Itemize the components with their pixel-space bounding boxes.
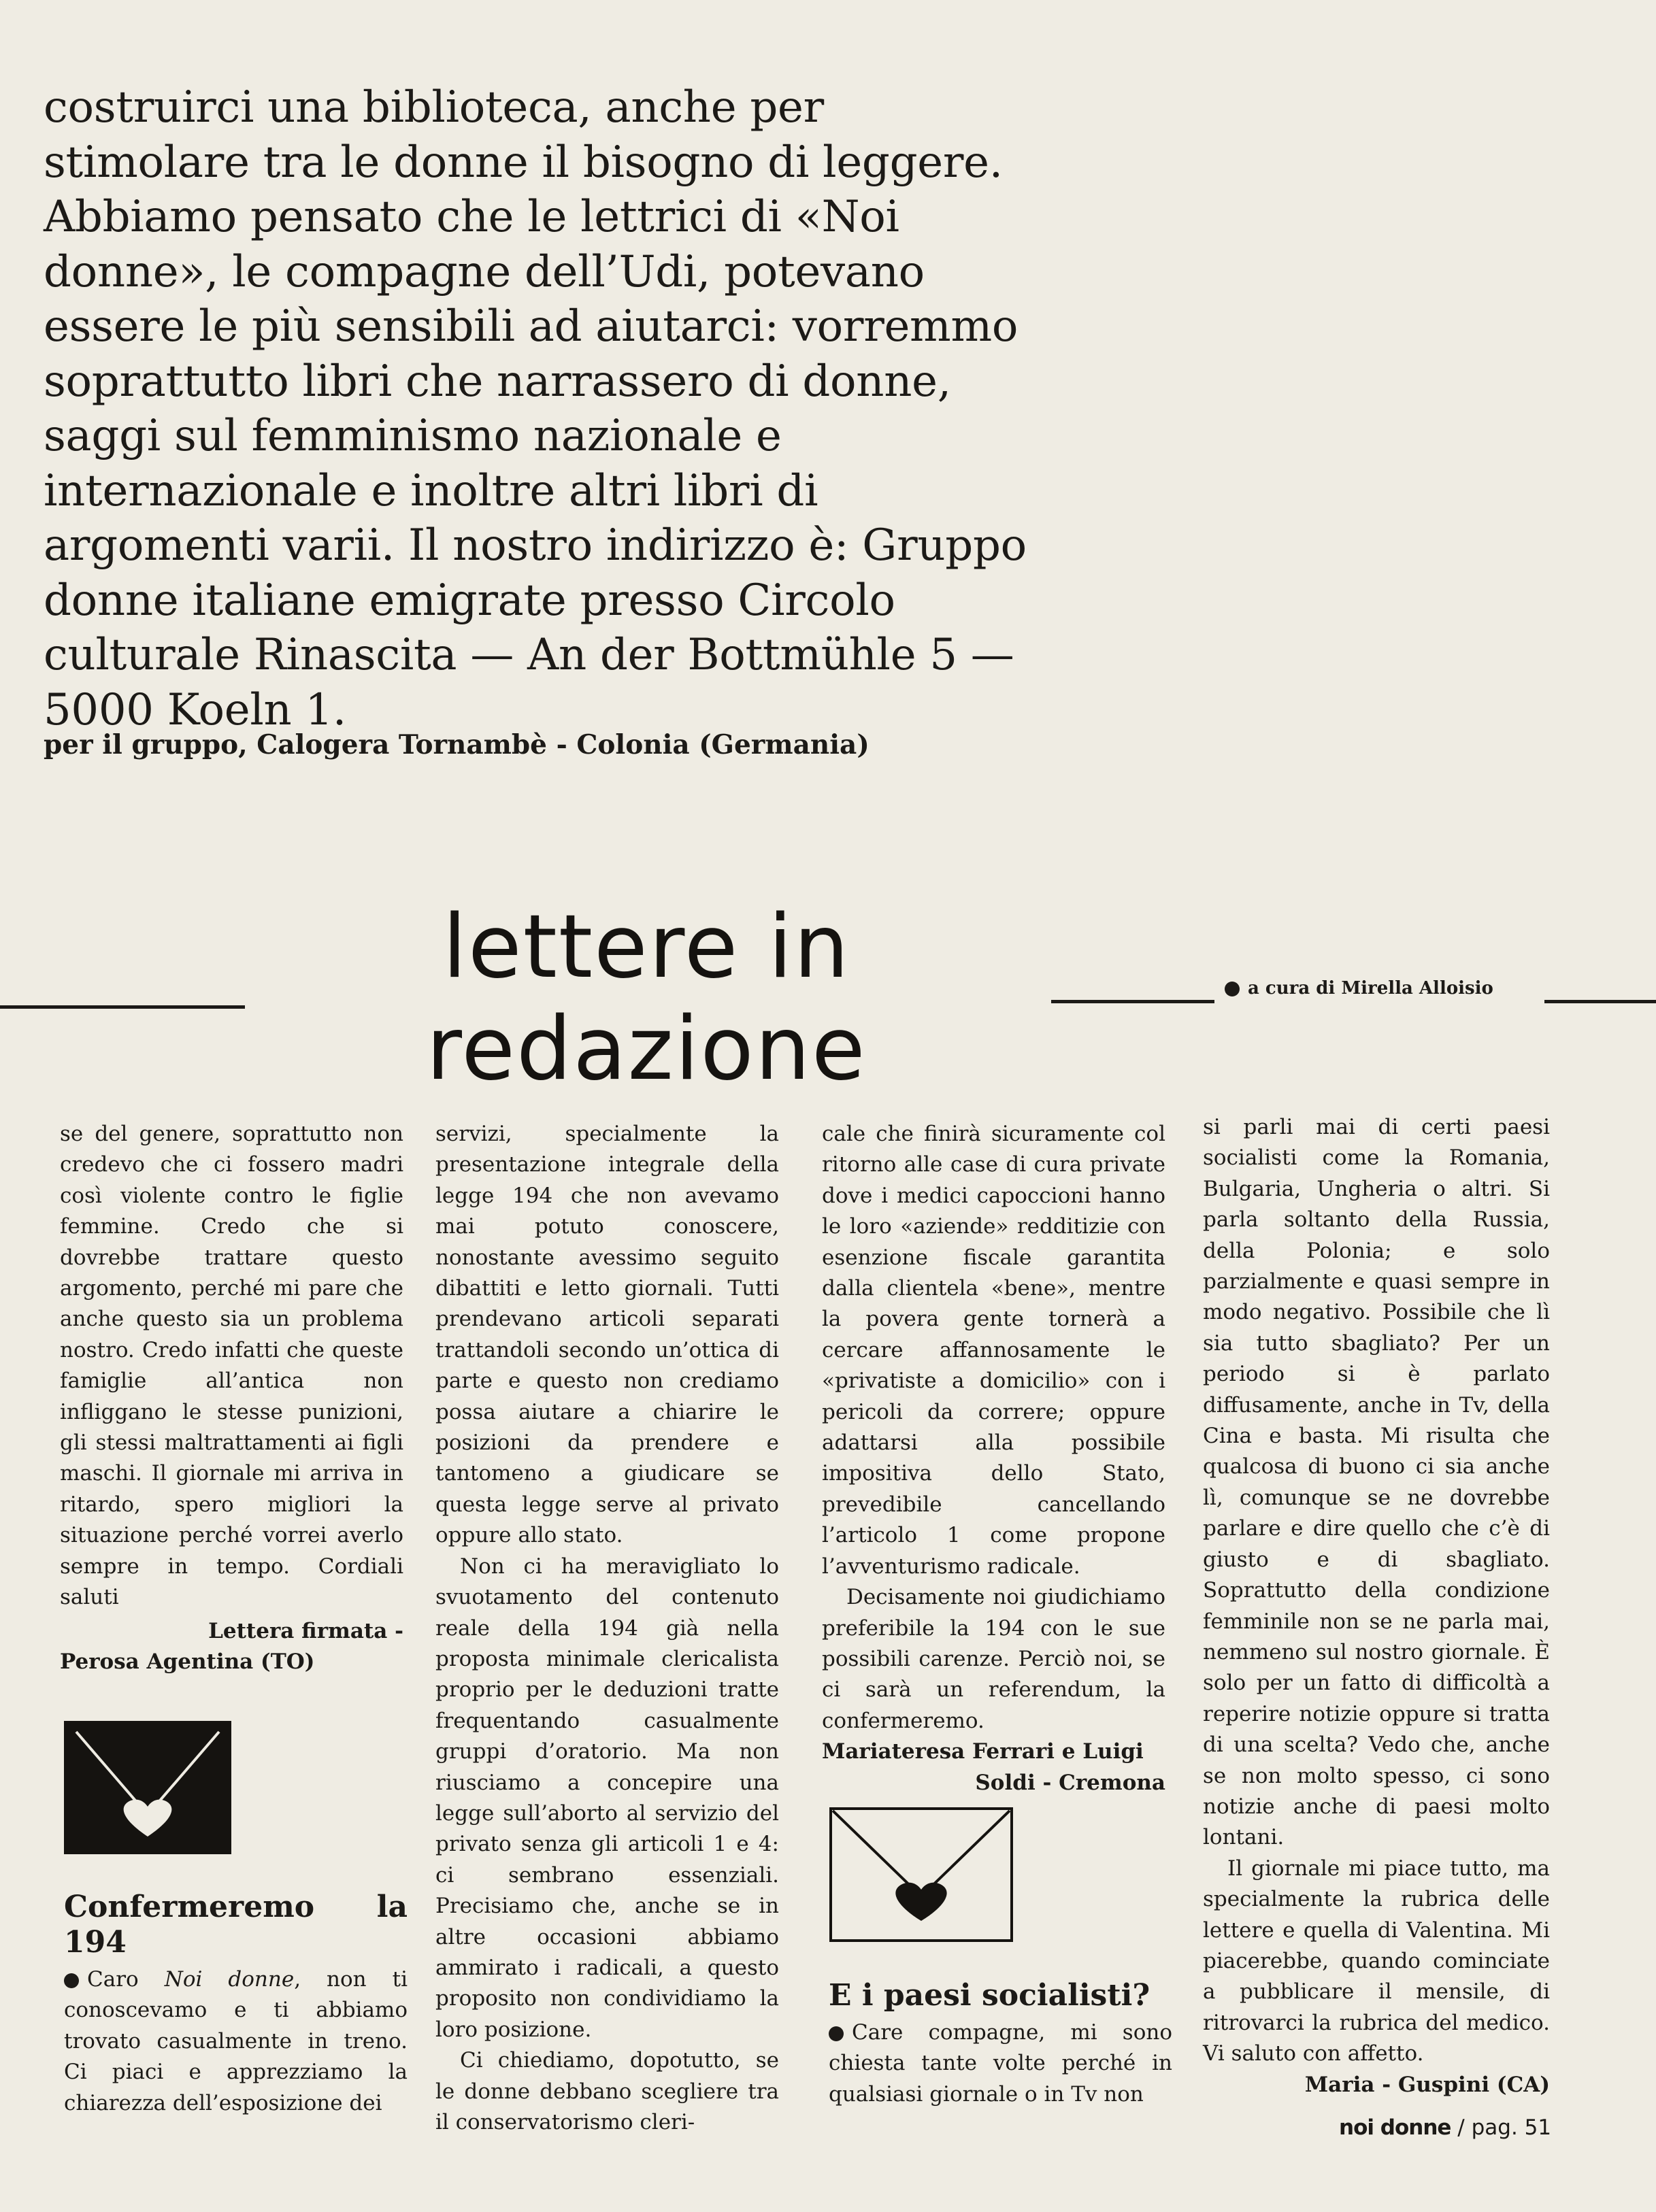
letter-paragraph: Decisamente noi giudichiamo preferibile la 194 con le sue possibili carenze. Perciò noi, se ci sarà un referendum, la confermeremo. [822, 1585, 1165, 1733]
letter-paragraph: se del genere, soprattutto non credevo che ci fossero madri così violente contro le figlie femmine. Credo che si dovrebbe trattare questo argomento, perché mi pare che anche questo sia un problema nostro. Credo infatti che queste famiglie all’antica non infliggano le stesse punizioni, gli stessi maltrattamenti ai figli maschi. Il giornale mi arriva in ritardo, spero migliori la situazione perché vorrei averlo sempre in tempo. Cordiali saluti [60, 1122, 403, 1610]
letter-paragraph: Care compagne, mi sono chiesta tante volte perché in qualsiasi giornale o in Tv non [829, 2020, 1172, 2107]
letter-signature-place: Perosa Agentina (TO) [60, 1649, 315, 1674]
letter-signature-place: Soldi - Cremona [975, 1770, 1165, 1795]
column-1 [60, 1119, 403, 1677]
letter-paragraph: Non ci ha meravigliato lo svuotamento del contenuto reale della 194 già nella proposta minimale clericalista proprio per le deduzioni tratte frequentando casualmente gruppi d’oratorio. Ma non riusciamo a concepire una legge sull’aborto al servizio del privato senza gli articoli 1 e 4: ci sembrano essenziali. Precisiamo che, anche se in altre occasioni abbiamo ammirato i radicali, a questo proposito non condividiamo la loro posizione. [435, 1554, 779, 2042]
letter-signature: Lettera firmata - [208, 1618, 403, 1643]
intro-line: saggi sul femminismo nazionale e [44, 411, 782, 461]
magazine-brand: noi donne [1339, 2115, 1451, 2140]
column-4 [1203, 1112, 1550, 2100]
letter-heading: E i paesi socialisti? [829, 1978, 1150, 2013]
bullet-icon [64, 1973, 79, 1988]
intro-line: internazionale e inoltre altri libri di [44, 465, 818, 516]
intro-signature: per il gruppo, Calogera Tornambè - Colonia (Germania) [44, 729, 870, 760]
column-2 [435, 1119, 779, 2138]
section-title: lettere in redazione [426, 896, 867, 1100]
header-rule-mid [1051, 1000, 1214, 1003]
letter-signature: Maria - Guspini (CA) [1304, 2072, 1550, 2097]
header-rule-right [1544, 1000, 1656, 1003]
curator-credit [1225, 978, 1493, 999]
envelope-heart-icon [64, 1721, 231, 1854]
letter-heading: Confermeremo la 194 [64, 1890, 408, 1960]
curator-name: a cura di Mirella Alloisio [1248, 978, 1493, 999]
intro-line: costruirci una biblioteca, anche per [44, 82, 824, 133]
header-rule-left [0, 1005, 245, 1009]
intro-line: culturale Rinascita — An der Bottmühle 5 — [44, 630, 1014, 680]
letter-signature: Mariateresa Ferrari e Luigi [822, 1739, 1144, 1764]
intro-line: donne italiane emigrate presso Circolo [44, 575, 895, 626]
bullet-icon [1225, 982, 1240, 996]
letter-paragraph: si parli mai di certi paesi socialisti come la Romania, Bulgaria, Ungheria o altri. Si parla soltanto della Russia, della Polonia; e solo parzialmente e quasi sempre in modo negativo. Possibile che lì sia tutto sbagliato? Per un periodo si è parlato diffusamente, anche in Tv, della Cina e basta. Mi risulta che qualcosa di buono ci sia anche lì, comunque se ne dovrebbe parlare e dire quello che c’è di giusto e di sbagliato. Soprattutto della condizione femminile non se ne parla mai, nemmeno sul nostro giornale. È solo per un fatto di difficoltà a reperire notizie oppure si tratta di una scelta? Vedo che, anche se non molto spesso, ci sono notizie anche di paesi molto lontani. [1203, 1115, 1550, 1850]
page-number: / pag. 51 [1457, 2115, 1552, 2140]
envelope-heart-icon [829, 1807, 1014, 1943]
intro-line: essere le più sensibili ad aiutarci: vorremmo [44, 301, 1019, 352]
column-3-second-letter [829, 1978, 1172, 2110]
intro-line: donne», le compagne dell’Udi, potevano [44, 246, 925, 297]
intro-line: 5000 Koeln 1. [44, 684, 346, 735]
letter-paragraph: Il giornale mi piace tutto, ma specialmente la rubrica delle lettere e quella di Valentina. Mi piacerebbe, quando cominciate a pubblicare il mensile, di ritrovarci la rubrica del medico. Vi saluto con affetto. [1203, 1856, 1550, 2066]
letter-paragraph: cale che finirà sicuramente col ritorno alle case di cura private dove i medici capoccioni hanno le loro «aziende» redditizie con esenzione fiscale garantita dalla clientela «bene», mentre la povera gente tornerà a cercare affannosamente le «privatiste a domicilio» con i pericoli da correre; oppure adattarsi alla possibile impositiva dello Stato, prevedibile cancellando l’articolo 1 come propone l’avventurismo radicale. [822, 1122, 1165, 1579]
intro-line: Abbiamo pensato che le lettrici di «Noi [44, 192, 899, 242]
intro-letter-text [44, 80, 1105, 737]
intro-line: stimolare tra le donne il bisogno di leggere. [44, 137, 1003, 188]
intro-line: argomenti varii. Il nostro indirizzo è: Gruppo [44, 520, 1027, 571]
page-footer [1339, 2115, 1551, 2140]
bullet-icon [829, 2026, 844, 2041]
letter-paragraph: Ci chiediamo, dopotutto, se le donne debbano scegliere tra il conservatorismo cleri- [435, 2048, 779, 2134]
column-1-second-letter [64, 1890, 408, 2119]
column-3 [822, 1119, 1165, 1798]
letter-paragraph: Caro Noi donne, non ti conoscevamo e ti abbiamo trovato casualmente in treno. Ci piaci e apprezziamo la chiarezza dell’esposizione dei [64, 1967, 408, 2115]
letter-paragraph: servizi, specialmente la presentazione integrale della legge 194 che non avevamo mai potuto conoscere, nonostante avessimo seguito dibattiti e letto giornali. Tutti prendevano articoli separati trattandoli secondo un’ottica di parte e questo non crediamo possa aiutare a chiarire le posizioni da prendere e tantomeno a giudicare se questa legge serve al privato oppure allo stato. [435, 1122, 779, 1548]
intro-line: soprattutto libri che narrassero di donne, [44, 356, 951, 407]
